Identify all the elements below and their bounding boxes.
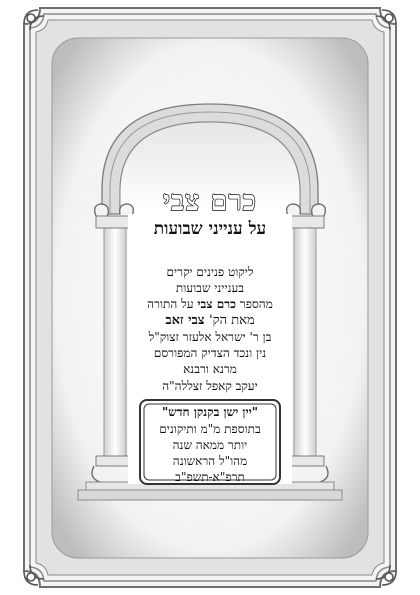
author-line	[0, 312, 420, 328]
author-lineage: בן ר' ישראל אלעזר זצוק"ל	[148, 330, 272, 344]
box-year-range: תרפ"א-תשפ"ב	[175, 470, 245, 484]
description-line-1: ליקוט פנינים יקרים	[166, 265, 254, 279]
book-subtitle: על ענייני שבועות	[153, 219, 267, 239]
source-book-name: כרם צבי	[197, 297, 236, 311]
box-line-3: יותר ממאה שנה	[172, 438, 248, 452]
box-slogan: "יין ישן בקנקן חדש"	[161, 405, 259, 419]
descendant-line: נין ונכד הצדיק המפורסם	[153, 346, 267, 360]
author-name: צבי זאב	[165, 313, 205, 328]
book-title: כרם צבי	[163, 186, 257, 217]
source-book-suffix: על התורה	[147, 297, 194, 311]
rabbi-name-line: יעקב קאפל זצללה"ה	[162, 379, 258, 393]
description-line-2: בענייני שבועות	[175, 281, 245, 295]
box-line-4: מהו"ל הראשונה	[172, 454, 248, 468]
description-line-3	[0, 296, 420, 312]
box-line-2: בתוספת מ"מ ותיקונים	[159, 422, 261, 436]
rabbi-title-line: מרנא ורבנא	[183, 362, 237, 376]
source-book-prefix: מהספר	[239, 297, 273, 311]
author-prefix: מאת הק'	[209, 313, 255, 328]
